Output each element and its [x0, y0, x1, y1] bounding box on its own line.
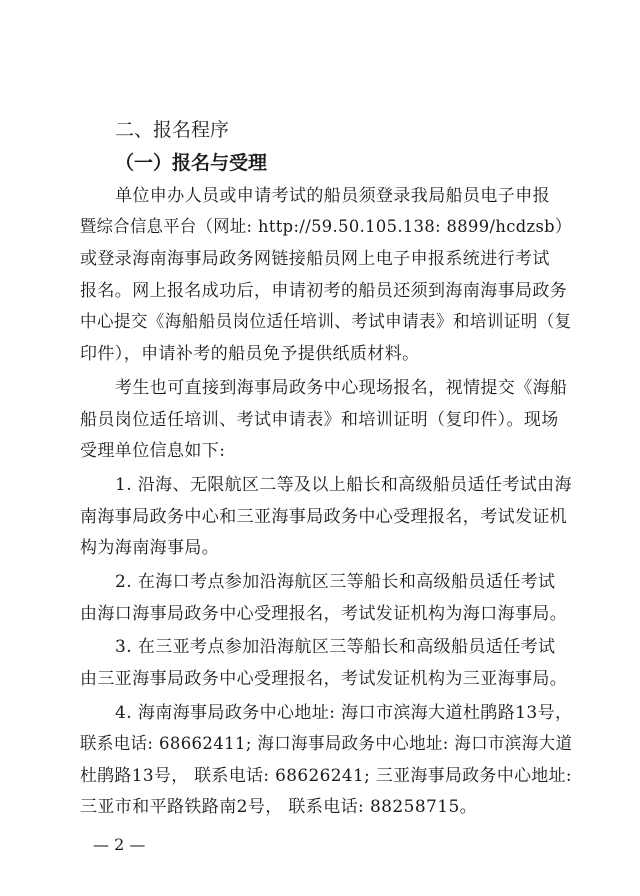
paragraph-2-line-3: 受理单位信息如下:: [80, 441, 226, 461]
paragraph-6-line-4: 三亚市和平路铁路南2号， 联系电话: 88258715。: [80, 797, 478, 817]
paragraph-4-line-2: 由海口海事局政务中心受理报名，考试发证机构为海口海事局。: [80, 604, 568, 624]
paragraph-2-line-2: 船员岗位适任培训、考试申请表》和培训证明（复印件）。现场: [80, 410, 559, 430]
paragraph-3-line-3: 构为海南海事局。: [80, 538, 220, 558]
paragraph-6-line-1: 4. 海南海事局政务中心地址: 海口市滨海大道杜鹃路13号，: [115, 703, 573, 723]
paragraph-6-line-2: 联系电话: 68662411; 海口海事局政务中心地址: 海口市滨海大道: [80, 734, 573, 754]
paragraph-2-line-1: 考生也可直接到海事局政务中心现场报名，视情提交《海船: [115, 378, 568, 398]
paragraph-4-line-1: 2. 在海口考点参加沿海航区三等船长和高级船员适任考试: [115, 572, 556, 592]
paragraph-5-line-2: 由三亚海事局政务中心受理报名，考试发证机构为三亚海事局。: [80, 669, 568, 689]
paragraph-1-line-6: 印件），申请补考的船员免予提供纸质材料。: [80, 344, 420, 364]
paragraph-3-line-1: 1. 沿海、无限航区二等及以上船长和高级船员适任考试由海: [115, 475, 572, 495]
page-number: — 2 —: [93, 835, 146, 854]
paragraph-1-line-1: 单位申办人员或申请考试的船员须登录我局船员电子申报: [115, 186, 550, 206]
paragraph-1-line-4: 报名。网上报名成功后，申请初考的船员还须到海南海事局政务: [80, 281, 568, 301]
paragraph-1-line-5: 中心提交《海船船员岗位适任培训、考试申请表》和培训证明（复: [80, 312, 572, 332]
paragraph-1-line-2: 暨综合信息平台（网址: http://59.50.105.138: 8899/hcdzsb）: [80, 217, 572, 237]
section-title: 二、报名程序: [115, 119, 230, 141]
paragraph-5-line-1: 3. 在三亚考点参加沿海航区三等船长和高级船员适任考试: [115, 637, 556, 657]
paragraph-6-line-3: 杜鹃路13号， 联系电话: 68626241; 三亚海事局政务中心地址:: [80, 766, 572, 786]
subsection-title: （一）报名与受理: [115, 152, 268, 174]
paragraph-1-line-3: 或登录海南海事局政务网链接船员网上电子申报系统进行考试: [80, 249, 550, 269]
paragraph-3-line-2: 南海事局政务中心和三亚海事局政务中心受理报名，考试发证机: [80, 507, 568, 527]
